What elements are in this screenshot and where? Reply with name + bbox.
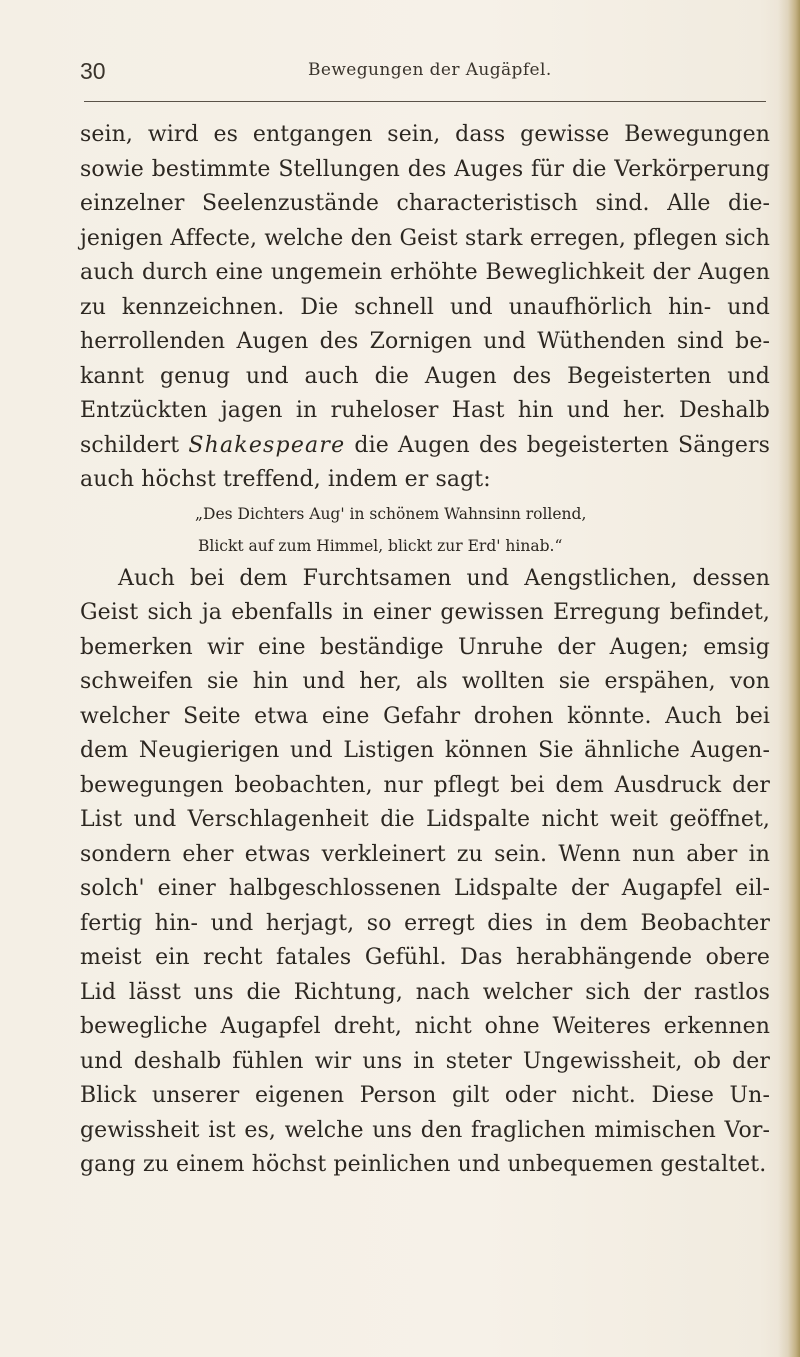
text-line: und deshalb fühlen wir uns in steter Ungewissheit, ob der — [80, 1048, 770, 1074]
text-line: bewegungen beobachten, nur pflegt bei dem Ausdruck der — [80, 772, 770, 798]
text-line: auch höchst treffend, indem er sagt: — [80, 467, 491, 492]
text-line: sein, wird es entgangen sein, dass gewisse Bewegungen — [80, 122, 770, 147]
body-text — [80, 118, 770, 1183]
text-line: kannt genug und auch die Augen des Begeisterten und — [80, 363, 770, 389]
text-line: List und Verschlagenheit die Lidspalte nicht weit geöffnet, — [80, 807, 770, 832]
text-line: gewissheit ist es, welche uns den fraglichen mimischen Vor- — [80, 1117, 770, 1143]
text-line: auch durch eine ungemein erhöhte Beweglichkeit der Augen — [80, 260, 770, 285]
quote-line: „Des Dichters Aug' in schönem Wahnsinn rollend, — [195, 504, 587, 523]
text-fragment: die Augen des begeisterten Sängers — [345, 432, 770, 458]
emphasized-name: Shakespeare — [188, 432, 346, 458]
text-line-shakespeare — [80, 429, 770, 464]
text-line: gang zu einem höchst peinlichen und unbequemen gestaltet. — [80, 1152, 767, 1177]
text-line: bemerken wir eine beständige Unruhe der Augen; emsig — [80, 634, 770, 660]
text-line: fertig hin- und herjagt, so erregt dies in dem Beobachter — [80, 910, 770, 936]
text-line: Lid lässt uns die Richtung, nach welcher sich der rastlos — [80, 979, 770, 1005]
text-line: Geist sich ja ebenfalls in einer gewissen Erregung befindet, — [80, 600, 770, 625]
page-number: 30 — [80, 58, 106, 84]
text-line: einzelner Seelenzustände characteristisch sind. Alle die- — [80, 191, 770, 216]
text-fragment: schildert — [80, 432, 189, 458]
text-line: Entzückten jagen in ruheloser Hast hin und her. Deshalb — [80, 398, 770, 423]
text-line: herrollenden Augen des Zornigen und Wüthenden sind be- — [80, 329, 770, 354]
text-line: sowie bestimmte Stellungen des Auges für die Verkörperung — [80, 156, 770, 182]
running-title: Bewegungen der Augäpfel. — [308, 60, 552, 80]
text-line: meist ein recht fatales Gefühl. Das herabhängende obere — [80, 945, 770, 970]
page-header — [80, 58, 770, 98]
text-line: Auch bei dem Furchtsamen und Aengstlichen, dessen — [118, 565, 770, 591]
header-rule — [84, 101, 766, 102]
text-line: bewegliche Augapfel dreht, nicht ohne Weiteres erkennen — [80, 1014, 770, 1039]
text-line: Blick unserer eigenen Person gilt oder nicht. Diese Un- — [80, 1083, 770, 1108]
text-line: schweifen sie hin und her, als wollten sie erspähen, von — [80, 669, 770, 694]
quote-line: Blickt auf zum Himmel, blickt zur Erd' hinab.“ — [198, 536, 563, 555]
text-line: zu kennzeichnen. Die schnell und unaufhörlich hin- und — [80, 294, 770, 320]
text-line: welcher Seite etwa eine Gefahr drohen könnte. Auch bei — [80, 703, 770, 729]
text-line: jenigen Affecte, welche den Geist stark erregen, pflegen sich — [80, 225, 770, 251]
page-edge-shadow — [778, 0, 800, 1357]
text-line: solch' einer halbgeschlossenen Lidspalte der Augapfel eil- — [80, 876, 770, 901]
text-line: dem Neugierigen und Listigen können Sie ähnliche Augen- — [80, 738, 770, 763]
text-line: sondern eher etwas verkleinert zu sein. Wenn nun aber in — [80, 841, 770, 867]
